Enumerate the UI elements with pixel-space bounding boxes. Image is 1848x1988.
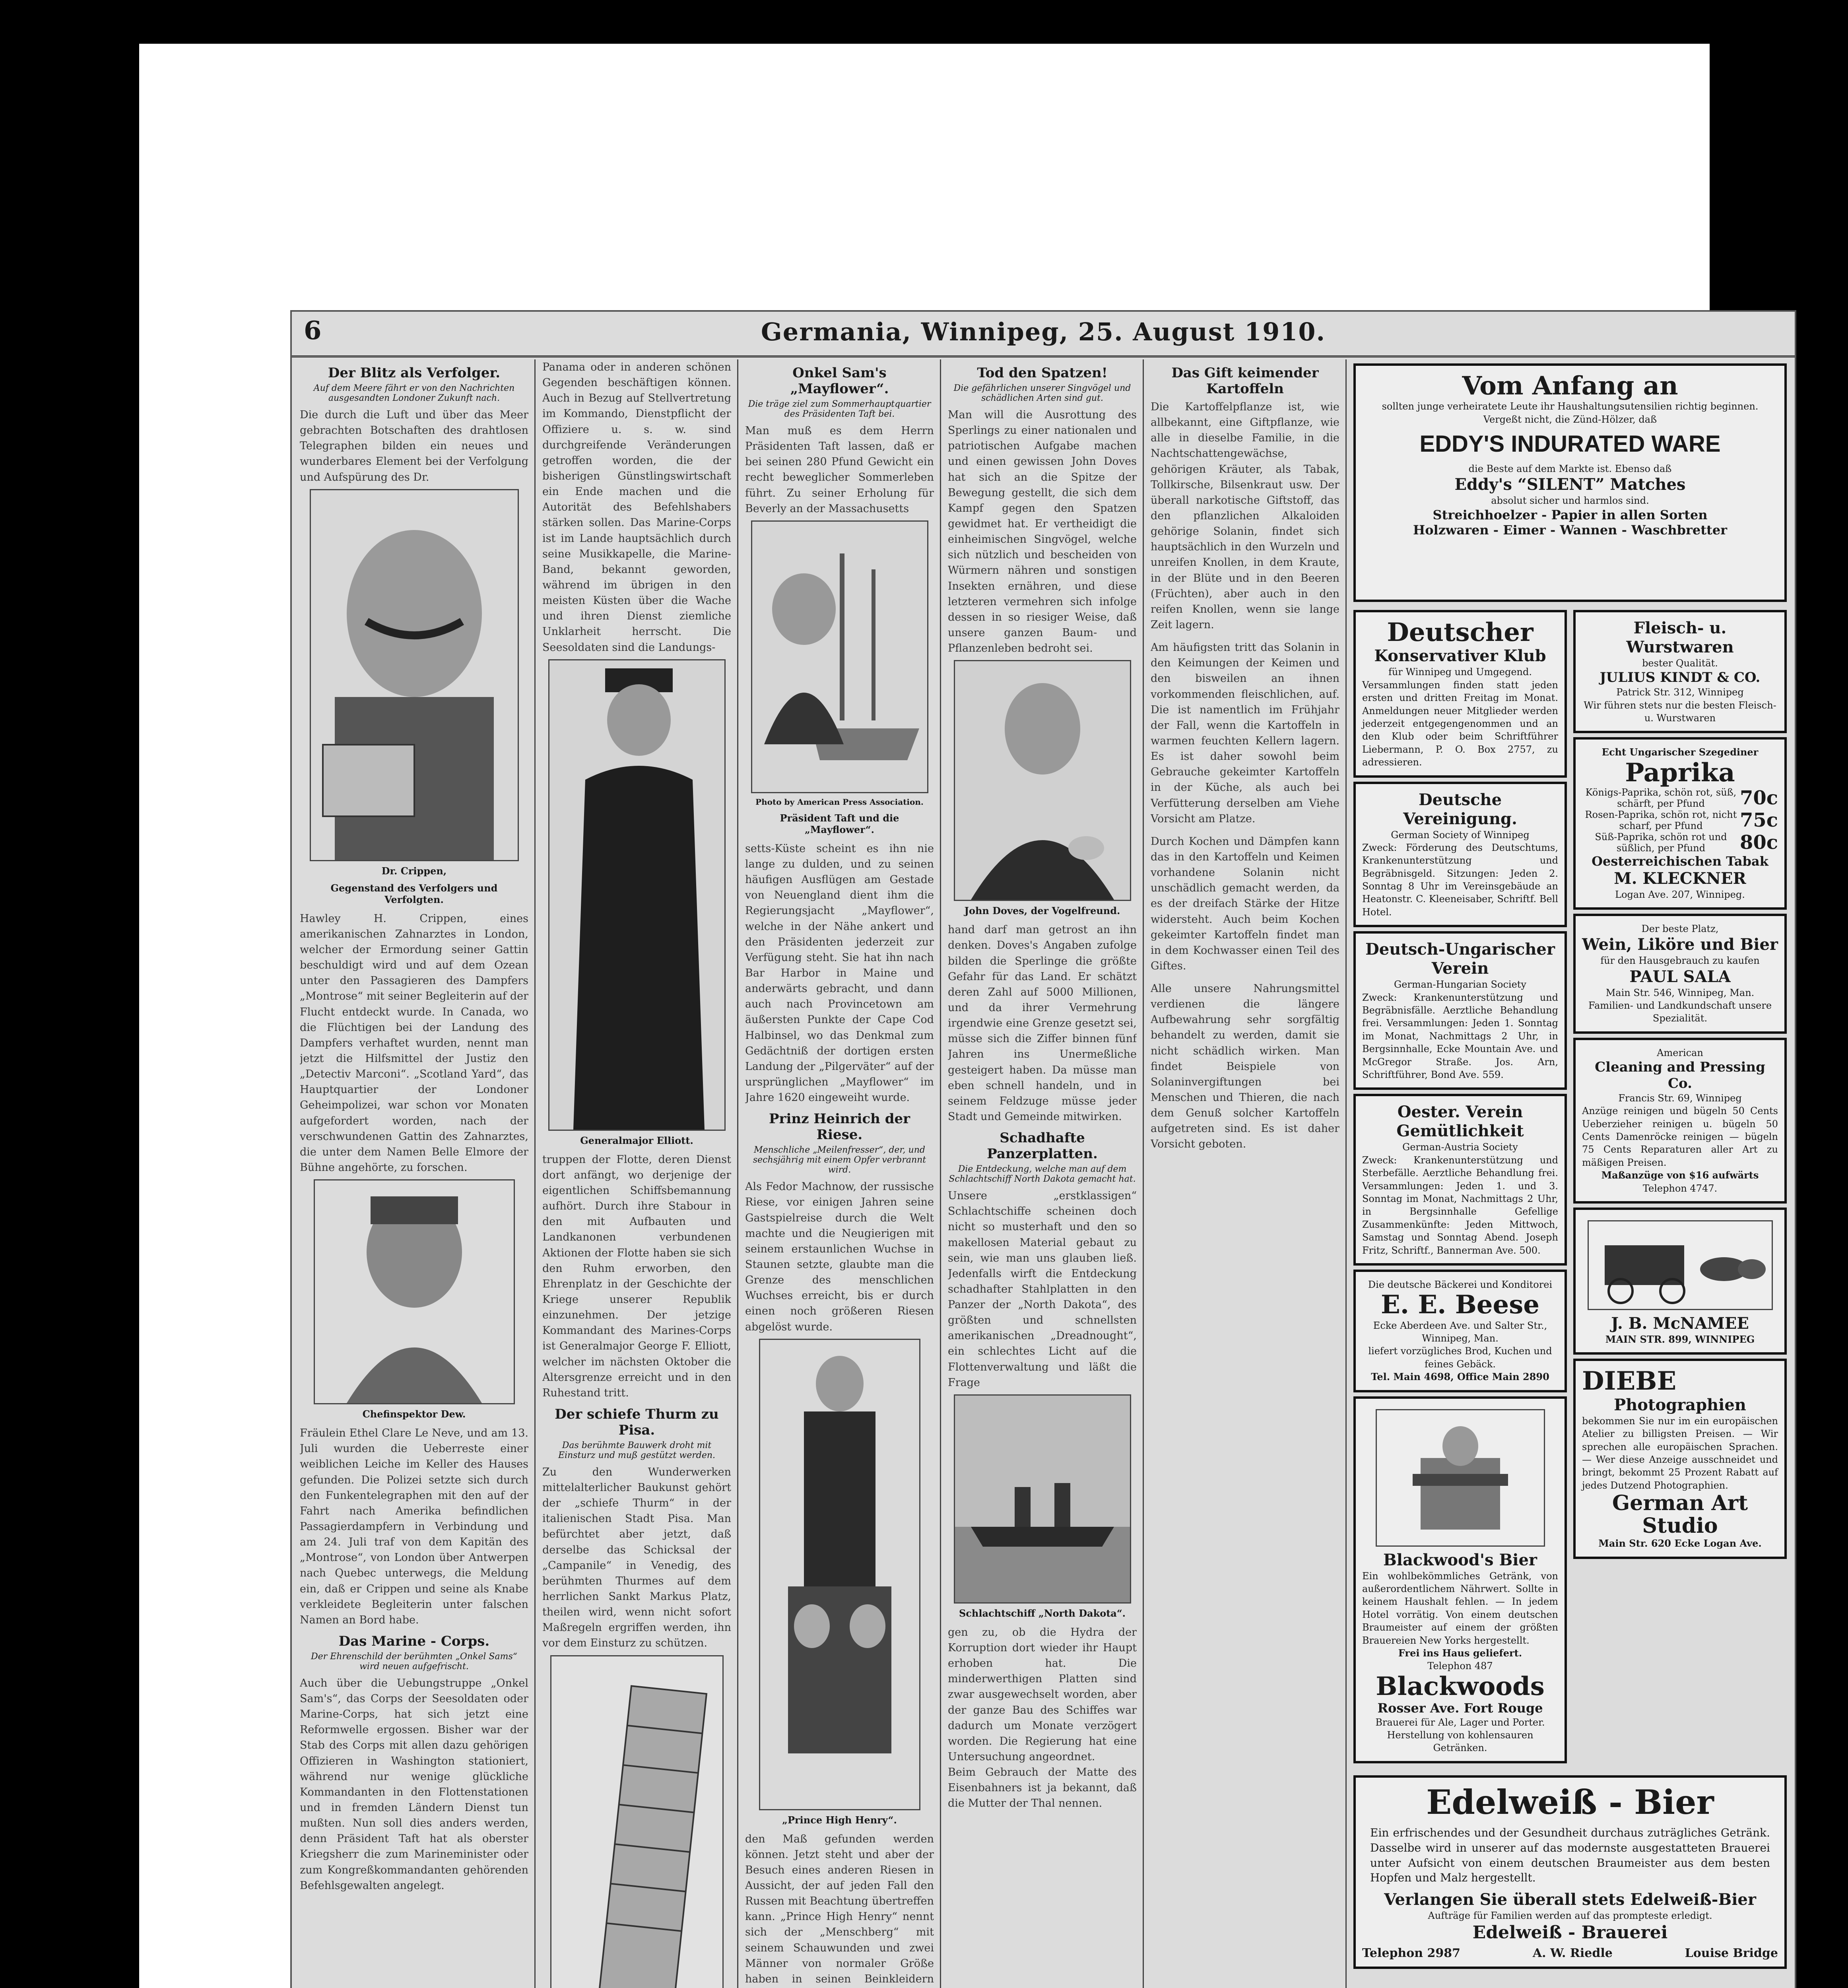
article-subhead: Die Entdeckung, welche man auf dem Schlachtschiff North Dakota gemacht hat. [949, 1164, 1136, 1184]
ad-text: A. W. Riedle [1532, 1946, 1613, 1961]
ad-text: Rosser Ave. Fort Rouge [1377, 1701, 1543, 1716]
ad-headline: Wein, Liköre und Bier [1582, 935, 1778, 954]
article-text: Man muß es dem Herrn Präsidenten Taft lassen, daß er bei seinen 280 Pfund Gewicht ein recht beweglicher Sommerleben führt. Zu seiner Erholung für Beverly an der Massachusetts [745, 425, 934, 515]
ad-column-left [1353, 606, 1567, 1767]
deutsch-ungarischer-verein-advert [1353, 931, 1567, 1090]
article-text: Die durch die Luft und über das Meer gebrachten Botschaften des drahtlosen Telegraphen bilden ein neues und wunderbares Element bei der Verfolgung und Aufspürung des Dr. [300, 409, 528, 483]
deutsche-vereinigung-advert [1353, 782, 1567, 928]
ad-text: Echt Ungarischer Szegediner [1601, 746, 1759, 758]
ad-text: Frei ins Haus geliefert. [1398, 1647, 1522, 1659]
konservativer-klub-advert [1353, 610, 1567, 778]
ad-text: Wir führen stets nur die besten Fleisch- u. Wurstwaren [1584, 699, 1776, 724]
ad-text: German-Austria Society [1402, 1142, 1518, 1153]
column-rule [1143, 359, 1144, 1988]
ad-text: für den Hausgebrauch zu kaufen [1600, 955, 1760, 967]
ad-text: Zweck: Krankenunterstützung und Begräbnisfälle. Aerztliche Behandlung frei. Versammlungen: Jeden 1. Sonntag im Monat, Nachmittags 2 Uhr, in Bergsinnhalle, Ecke Mountain Ave. und McGregor Straße. Jos. Arn, Schriftführer, Bond Ave. 559. [1362, 992, 1558, 1080]
blackwood-beer-advert [1353, 1396, 1567, 1763]
article-text: hand darf man getrost an ihn denken. Doves's Angaben zufolge bilden die Sperlinge die größte Gefahr für das Land. Er schätzt deren Zahl auf 5000 Millionen, und da ihrer Vermehrung irgendwie eine Grenze gesetzt sei, müsse sich die Ziffer binnen fünf Jahren ins Unermeßliche gesteigert haben. Da müsse man eben schnell handeln, und in seinem Feldzuge müsse jeder Stadt und Gemeinde mitwirken. [948, 924, 1137, 1123]
edelweiss-beer-advert [1353, 1775, 1787, 1969]
ad-text: Main Str. 546, Winnipeg, Man. [1605, 987, 1755, 998]
ad-text: Patrick Str. 312, Winnipeg [1616, 687, 1744, 698]
article-subhead: Die gefährlichen unserer Singvögel und schädlichen Arten sind gut. [953, 383, 1131, 403]
horse-carriage-image [1588, 1220, 1773, 1310]
paprika-advert [1573, 737, 1787, 910]
ad-slogan: Verlangen Sie überall stets Edelweiß-Bier [1384, 1890, 1756, 1909]
ad-text: Ein wohlbekömmliches Getränk, von außerordentlichem Nährwert. Sollte in keinem Haushalt fehlen. — In jedem Hotel vorrätig. Von einem deutschen Braumeister auf einem der größten Brauereien New Yorks hergestellt. [1362, 1570, 1558, 1646]
image-caption: Generalmajor Elliott. [580, 1134, 693, 1146]
ad-headline: E. E. Beese [1381, 1290, 1539, 1320]
portrait-elliott-image [548, 659, 726, 1131]
ad-headline: Konservativer Klub [1374, 646, 1546, 666]
ad-columns [1353, 606, 1787, 1767]
ad-phone: Telephon 2987 [1362, 1946, 1461, 1961]
ad-text: Oesterreichischen Tabak [1592, 854, 1768, 869]
article-text: Durch Kochen und Dämpfen kann das in den Kartoffeln und Keimen vorhandene Solanin nicht unschädlich gemacht werden, da es der dreifach Stärke der Hitze widersteht. Auch beim Kochen gekeimter Kartoffeln findet man in dem Kochwasser einen Teil des Giftes. [1151, 835, 1339, 972]
article-headline: Prinz Heinrich der Riese. [769, 1111, 910, 1143]
portrait-dew-image [314, 1179, 515, 1404]
article-text: Man will die Ausrottung des Sperlings zu einer nationalen und patriotischen Aufgabe machen und einen gewissen John Doves hat sich an die Spitze der Bewegung gestellt, die sich dem Kampf gegen den Spatzen gewidmet hat. Er vertheidigt die einheimischen Singvögel, welche sich nützlich und bescheiden von Würmern nähren und sonstigen Insekten ernähren, und diese letzteren vermehren sich infolge dessen in so riesiger Weise, daß unsere ganzen Baum- und Pflanzenleben bedroht sei. [948, 409, 1137, 655]
ad-text: Brauerei für Ale, Lager und Porter. Herstellung von kohlensauren Getränken. [1375, 1716, 1545, 1754]
kindt-meat-advert [1573, 610, 1787, 733]
ad-text: Logan Ave. 207, Winnipeg. [1615, 889, 1745, 900]
article-text: Die Kartoffelpflanze ist, wie allbekannt, eine Giftpflanze, wie alle in dieselbe Familie, in die Nachtschattengewächse, gehörigen Kräuter, als Tabak, Tollkirsche, Bilsenkraut usw. Der überall narkotische Giftstoff, das den pflanzlichen Alkaloiden gehörige Solanin, findet sich hauptsächlich in den Wurzeln und unreifen Knollen, in dem Kraute, in der Blüte und in den Beeren (Früchten), aber auch in den reifen Knollen, wenn sie lange Zeit lagern. [1151, 401, 1339, 631]
ad-headline: DIEBE [1582, 1366, 1677, 1396]
advertisements [1353, 359, 1787, 1988]
ad-headline: Cleaning and Pressing Co. [1595, 1059, 1765, 1092]
ad-footer [1362, 1946, 1778, 1960]
article-headline: Das Marine - Corps. [338, 1633, 490, 1649]
taft-mayflower-image [751, 520, 928, 793]
ad-text: Main Str. 620 Ecke Logan Ave. [1598, 1538, 1762, 1549]
price-row [1582, 787, 1778, 809]
ad-text: Familien- und Landkundschaft unsere Spezialität. [1588, 1000, 1772, 1024]
ad-text: Holzwaren - Eimer - Wannen - Waschbretter [1413, 522, 1728, 538]
ad-text: Die deutsche Bäckerei und Konditorei [1368, 1279, 1553, 1290]
newspaper-page [290, 310, 1796, 1988]
oester-verein-advert [1353, 1094, 1567, 1266]
ad-text: MAIN STR. 899, WINNIPEG [1605, 1333, 1755, 1345]
tower-of-pisa-image [550, 1655, 724, 1988]
article-text: truppen der Flotte, deren Dienst dort anfängt, wo derjenige der eigentlichen Schiffsbemannung aufhört. Durch ihre Stabour in den mit Aufbauten und Landkanonen verbundenen Aktionen der Flotte haben sie sich den Ruhm erworben, den Ehrenplatz in der Geschichte der Kriege unserer Republik einzunehmen. Der jetzige Kommandant des Marines-Corps ist Generalmajor George F. Elliott, welcher im nächsten Oktober die Altersgrenze erreicht und in den Ruhestand tritt. [542, 1153, 731, 1399]
article-subhead: Auf dem Meere fährt er von den Nachrichten ausgesandten Londoner Zukunft nach. [313, 383, 515, 403]
ad-text: Photographien [1614, 1395, 1746, 1414]
ad-phone: Telephon 487 [1427, 1660, 1493, 1672]
ad-headline: Deutscher [1387, 617, 1534, 647]
article-headline: Der schiefe Thurm zu Pisa. [555, 1406, 719, 1438]
masthead [292, 312, 1795, 357]
article-text: Unsere „erstklassigen“ Schlachtschiffe scheinen doch nicht so musterhaft und den so makellosen Material gebaut zu sein, wie man uns glauben ließ. Jedenfalls wirft die Entdeckung schadhafter Stahlplatten in den Panzer der „North Dakota“, des größten und schnellsten amerikanischen „Dreadnought“, ein schlechtes Licht auf die Flottenverwaltung und läßt die Frage [948, 1190, 1137, 1389]
ad-brand: Blackwoods [1376, 1671, 1545, 1701]
ad-text: Anzüge reinigen und bügeln 50 Cents Ueberzieher reinigen u. bügeln 50 Cents Damenröcke reinigen — bügeln 75 Cents Reparaturen aller Art zu mäßigen Preisen. [1582, 1105, 1778, 1168]
ad-text: Maßanzüge von $16 aufwärts [1601, 1169, 1759, 1181]
giant-prince-high-henry-image [759, 1339, 920, 1810]
article-text: den Maß gefunden werden können. Jetzt steht und aber der Besuch eines anderen Riesen in Aussicht, der auf jeden Fall den Russen mit Beachtung übertreffen kann. „Prince High Henry“ nennt sich der „Menschberg“ mit seinem Schauwunden und zwei Männer von normaler Größe haben in seinen Beinkleidern [745, 1833, 934, 1985]
article-text: setts-Küste scheint es ihn nie lange zu dulden, und zu seinen häufigen Ausflügen am Gestade von Neuengland dient ihm die Regierungsjacht „Mayflower“, welche in der Nähe ankert und den Präsidenten jederzeit zur Verfügung steht. Sie hat ihn nach Bar Harbor in Maine und anderwärts gebracht, und dann auch nach Provincetown am äußersten Punkte der Cape Cod Halbinsel, wo das Denkmal zum Gedächtniß der dortigen ersten Landung der „Pilgerväter“ auf der ursprünglichen „Mayflower“ im Jahre 1620 eingeweiht wurde. [745, 842, 934, 1104]
man-in-armchair-image [1376, 1409, 1545, 1547]
ad-text: bester Qualität. [1642, 658, 1718, 669]
price-value: 75c [1739, 809, 1778, 832]
ad-text: Ein erfrischendes und der Gesundheit durchaus zuträgliches Getränk. Dasselbe wird in unserer auf das modernste ausgestatteten Brauerei unter Aufsicht von einem deutschen Braumeister aus dem besten Hopfen und Malz hergestellt. [1370, 1826, 1770, 1885]
article-text: Auch über die Uebungstruppe „Onkel Sam's“, das Corps der Seesoldaten oder Marine-Corps, hat sich jetzt eine Reformwelle ergossen. Bisher war der Stab des Corps mit allen dazu gehörigen Offizieren in Washington stationiert, während nur wenige glückliche Kommandanten in den Flottenstationen und in fremden Ländern Dienst tun mußten. Nun soll dies anders werden, denn Präsident Taft hat als oberster Kriegsherr die zum Marineminister oder zum Kongreßkommandanten gehörenden Befehlsgewalten angelegt. [300, 1677, 528, 1892]
ad-brand: Eddy's “SILENT” Matches [1454, 475, 1686, 494]
ad-headline: Paprika [1625, 757, 1735, 788]
ad-brand: EDDY'S INDURATED WARE [1419, 431, 1721, 457]
ad-headline: Deutsch-Ungarischer Verein [1365, 940, 1555, 978]
ad-text: Zweck: Krankenunterstützung und Sterbefälle. Aerztliche Behandlung frei. Versammlungen: Jeden 1. und 3. Sonntag im Monat, Nachmittags 2 Uhr, in Bergsinnhalle Gefellige Zusammenkünfte: Jeden Mittwoch, Samstag und Sonntag Abend. Joseph Fritz, Schriftf., Bannerman Ave. 500. [1362, 1154, 1558, 1256]
article-headline: Das Gift keimender Kartoffeln [1171, 365, 1319, 397]
article-subhead: Die träge ziel zum Sommerhauptquartier des Präsidenten Taft bei. [748, 399, 931, 419]
ad-text: Francis Str. 69, Winnipeg [1618, 1092, 1742, 1104]
column-rule [1345, 359, 1347, 1988]
ad-headline: Deutsche Vereinigung. [1403, 790, 1517, 828]
article-subhead: Das berühmte Bauwerk droht mit Einsturz und muß gestützt werden. [558, 1440, 716, 1460]
article-text: Am häufigsten tritt das Solanin in den Keimungen der Keimen und den bisweilen an ihnen vorkommenden fleischlichen, auf. Die ist namentlich im Frühjahr der Fall, wenn die Kartoffeln in warmen feuchten Kellern lagern. Es ist daher sowohl beim Gebrauche gekeimter Kartoffeln in der Küche, als auch bei Verfütterung derselben am Viehe Vorsicht am Platze. [1151, 641, 1339, 825]
ad-brand: M. KLECKNER [1614, 869, 1746, 888]
ad-text: die Beste auf dem Markte ist. Ebenso daß [1468, 463, 1672, 474]
mcnamee-livery-advert [1573, 1208, 1787, 1355]
ad-phone: Telephon 4747. [1642, 1182, 1718, 1194]
image-caption: Chefinspektor Dew. [362, 1408, 466, 1420]
sala-wine-advert [1573, 914, 1787, 1034]
column-2 [542, 359, 731, 1988]
article-text: Panama oder in anderen schönen Gegenden beschäftigen können. Auch in Bezug auf Stellvertretung im Kommando, Dienstpflicht der Offiziere u. s. w. sind durchgreifende Veränderungen getroffen worden, die der bisherigen Günstlingswirtschaft ein Ende machen und die Autorität des Befehlshabers stärken sollen. Das Marine-Corps ist im Lande hauptsächlich durch seine Musikkapelle, die Marine-Band, bekannt geworden, während im übrigen in den meisten Küsten über die Wache und ihren Dienst ziemliche Unklarheit herrscht. Die Seesoldaten sind die Landungs- [542, 361, 731, 654]
page-number: 6 [304, 316, 322, 346]
beese-bakery-advert [1353, 1270, 1567, 1392]
ad-brand: German Art Studio [1612, 1491, 1748, 1538]
article-text: gen zu, ob die Hydra der Korruption dort wieder ihr Haupt erhoben hat. Die minderwerthigen Platten sind zwar ausgewechselt worden, aber der ganze Bau des Schiffes war dadurch um Monate verzögert worden. Die Regierung hat eine Untersuchung angeordnet. [948, 1626, 1137, 1763]
image-caption: John Doves, der Vogelfreund. [964, 905, 1120, 917]
ad-text: Zweck: Förderung des Deutschtums, Krankenunterstützung und Begräbnisgeld. Sitzungen: Jeden 2. Sonntag 8 Uhr im Vereinsgebäude an Heatonstr. C. Kleeneisaber, Schriftf. Bell Hotel. [1362, 842, 1558, 918]
price-label: Süß-Paprika, schön rot und süßlich, per Pfund [1595, 831, 1727, 854]
photo-credit: Photo by American Press Association. [755, 797, 924, 807]
ad-text: Der beste Platz, [1641, 923, 1719, 934]
image-caption: Gegenstand des Verfolgers und Verfolgten. [330, 882, 498, 905]
ad-text: German-Hungarian Society [1394, 979, 1526, 990]
article-text: Hawley H. Crippen, eines amerikanischen Zahnarztes in London, welcher der Ermordung seiner Gattin beschuldigt wird und auf dem Ozean unter den Passagieren des Dampfers „Montrose“ mit seiner Begleiterin auf der Flucht entdeckt wurde. In Canada, wo die Flüchtigen bei der Landung des Dampfers verhaftet wurden, nennt man jetzt die Hilfsmittel der Justiz den „Detectiv Marconi“. „Scotland Yard“, das Hauptquartier der Londoner Geheimpolizei, war schon vor Monaten aufgefordert worden, nach der verschwundenen Gattin des Zahnarztes, die unter dem Namen Belle Elmore der Bühne angehörte, zu forschen. [300, 912, 528, 1174]
ad-headline: Oester. Verein Gemütlichkeit [1396, 1103, 1524, 1141]
ad-text: American [1657, 1047, 1703, 1058]
article-headline: Onkel Sam's „Mayflower“. [790, 365, 889, 397]
price-value: 80c [1739, 831, 1778, 854]
ad-headline: Blackwood's Bier [1383, 1550, 1537, 1569]
image-caption: Dr. Crippen, [381, 865, 447, 877]
article-subhead: Menschliche „Meilenfresser“, der, und sechsjährig mit einem Opfer verbrannt wird. [753, 1145, 926, 1175]
ad-text: für Winnipeg und Umgegend. [1388, 666, 1532, 678]
article-text: Als Fedor Machnow, der russische Riese, vor einigen Jahren seine Gastspielreise durch die Welt machte und die Neugierigen mit seinem erstaunlichen Wuchse in Staunen setzte, glaubte man die Grenze des menschlichen Wuchses erreicht, bis er durch einen noch größeren Riesen abgelöst wurde. [745, 1180, 934, 1333]
cleaning-pressing-advert [1573, 1038, 1787, 1204]
ad-headline: Vom Anfang an [1462, 371, 1678, 401]
column-3 [745, 359, 934, 1988]
image-caption: Präsident Taft und die „Mayflower“. [780, 812, 899, 835]
ad-text: German Society of Winnipeg [1391, 829, 1530, 841]
column-1 [300, 359, 528, 1988]
ad-brand: Edelweiß - Brauerei [1472, 1922, 1668, 1943]
ad-text: Louise Bridge [1685, 1946, 1778, 1961]
article-headline: Schadhafte Panzerplatten. [987, 1130, 1098, 1162]
ad-text: Streichhoelzer - Papier in allen Sorten [1433, 507, 1708, 522]
ad-text: Versammlungen finden statt jeden ersten und dritten Freitag im Monat. Anmeldungen neuer Mitglieder werden jederzeit entgegengenommen und an den Klub oder beim Schriftführer Liebermann, P. O. Box 2757, zu adressieren. [1362, 679, 1558, 768]
ad-phone: Tel. Main 4698, Office Main 2890 [1371, 1371, 1549, 1383]
article-headline: Tod den Spatzen! [977, 365, 1108, 381]
german-art-studio-advert [1573, 1359, 1787, 1559]
article-text: Fräulein Ethel Clare Le Neve, und am 13. Juli wurden die Ueberreste einer weiblichen Leiche im Keller des Hauses gefunden. Die Polizei setzte sich durch den Funkentelegraphen mit den auf der Fahrt nach Amerika befindlichen Passagierdampfern in Verbindung und am 24. Juli traf von dem Kapitän des „Montrose“, von London über Antwerpen nach Quebec unterwegs, die Meldung ein, daß er Crippen und seine als Knabe verkleidete Begleiterin unter falschen Namen an Bord habe. [300, 1427, 528, 1626]
portrait-doves-image [954, 660, 1131, 901]
ad-brand: J. B. McNAMEE [1611, 1314, 1749, 1333]
column-rule [737, 359, 738, 1988]
ad-headline: Fleisch- u. Wurstwaren [1626, 619, 1734, 656]
ad-brand: JULIUS KINDT & CO. [1600, 670, 1761, 686]
ad-brand: PAUL SALA [1629, 967, 1731, 986]
column-rule [940, 359, 941, 1988]
article-subhead: Der Ehrenschild der berühmten „Onkel Sams“ wird neuen aufgefrischt. [311, 1651, 518, 1672]
ad-text: Ecke Aberdeen Ave. und Salter Str., Winnipeg, Man. [1373, 1320, 1547, 1344]
ad-text: Aufträge für Familien werden auf das prompteste erledigt. [1428, 1910, 1712, 1922]
image-caption: „Prince High Henry“. [782, 1814, 897, 1826]
price-label: Rosen-Paprika, schön rot, nicht scharf, per Pfund [1585, 809, 1737, 832]
image-caption: Schlachtschiff „North Dakota“. [959, 1607, 1126, 1619]
price-row [1582, 809, 1778, 831]
ad-headline: Edelweiß - Bier [1426, 1782, 1714, 1822]
ad-text: sollten junge verheiratete Leute ihr Haushaltungsutensilien richtig beginnen. Vergeßt nicht, die Zünd-Hölzer, daß [1382, 401, 1759, 425]
column-rule [534, 359, 536, 1988]
article-headline: Der Blitz als Verfolger. [328, 365, 501, 381]
ad-text: absolut sicher und harmlos sind. [1491, 495, 1649, 507]
eddy-advert [1353, 363, 1787, 602]
newspaper-title: Germania, Winnipeg, 25. August 1910. [761, 317, 1326, 346]
column-5 [1151, 359, 1339, 1988]
article-text: Alle unsere Nahrungsmittel verdienen die längere Aufbewahrung sehr sorgfältig behandelt zu werden, damit sie nicht schädlich wirken. Man findet Beispiele von Solaninvergiftungen bei Menschen und Thieren, die nach dem Genuß solcher Kartoffeln aufgetreten sind. Es ist daher Vorsicht geboten. [1151, 982, 1339, 1151]
ad-text: bekommen Sie nur im ein europäischen Atelier zu billigsten Preisen. — Wir sprechen alle europäischen Sprachen. — Wer diese Anzeige ausschneidet und bringt, bekommt 25 Prozent Rabatt auf jedes Dutzend Photographien. [1582, 1415, 1778, 1491]
price-label: Königs-Paprika, schön rot, süß, schärft, per Pfund [1585, 787, 1737, 810]
price-value: 70c [1739, 787, 1778, 810]
article-text: Beim Gebrauch der Matte des Eisenbahners ist ja bekannt, daß die Mutter der Thal nennen. [948, 1766, 1137, 1810]
article-text: Zu den Wunderwerken mittelalterlicher Baukunst gehört der „schiefe Thurm“ in der italienischen Stadt Pisa. Man befürchtet aber jetzt, daß derselbe das Schicksal der „Campanile“ in Venedig, des berühmten Thurmes auf dem herrlichen Sankt Markus Platz, theilen wird, wenn nicht sofort Maßregeln ergriffen werden, ihn vor dem Einsturz zu schützen. [542, 1466, 731, 1650]
battleship-north-dakota-image [954, 1394, 1131, 1604]
price-row [1582, 831, 1778, 854]
portrait-crippen-image [310, 489, 519, 861]
ad-column-right [1573, 606, 1787, 1767]
column-4 [948, 359, 1137, 1988]
ad-text: liefert vorzügliches Brod, Kuchen und feines Gebäck. [1368, 1345, 1552, 1370]
scan-sheet [139, 44, 1778, 1988]
